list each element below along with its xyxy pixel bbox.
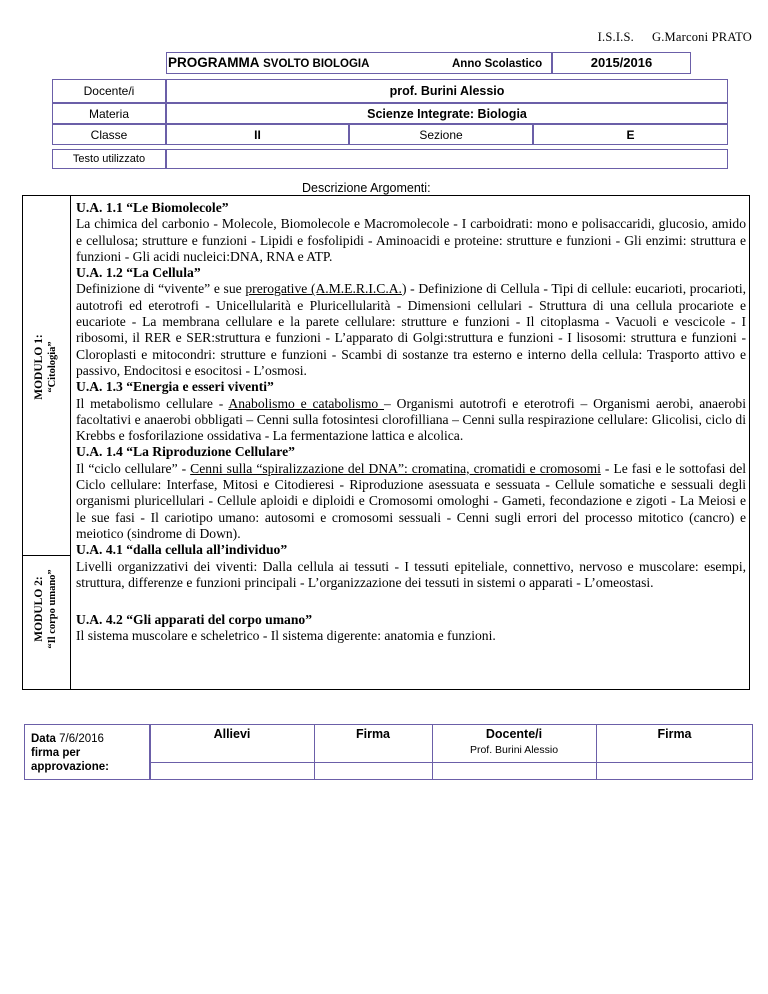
text-value (166, 149, 728, 169)
teacher-value: prof. Burini Alessio (389, 84, 505, 98)
footer-date (31, 732, 131, 774)
section-label: Sezione (419, 127, 463, 142)
unit-4-2-text: Il sistema muscolare e scheletrico - Il sistema digerente: anatomia e funzioni. (76, 628, 496, 644)
date-value: 7/6/2016 (59, 733, 104, 745)
subject-value: Scienze Integrate: Biologia (367, 106, 527, 121)
class-value: II (254, 127, 261, 142)
unit-1-1-text: La chimica del carbonio - Molecole, Biomolecole e Macromolecole - I carboidrati: mono e polisaccaridi, glucosio, amido e cellulosa; strutture e funzioni - Lipidi e fosfolipidi - Aminoacidi e proteine: strutture e funzioni - Gli enzimi: struttura e funzioni - Gli acidi nucleici:DNA, RNA e ATP. (76, 216, 746, 264)
unit-4-1-text: Livelli organizzativi dei viventi: Dalla cellula ai tessuti - I tessuti epiteliale, connettivo, nervoso e muscolare: esempi, struttura, differenze e funzioni principali - L’organizzazione dei tessuti in sistemi o apparati - L’omeostasi. (76, 558, 746, 590)
program-title-sub: SVOLTO BIOLOGIA (263, 58, 370, 70)
unit-1-4-title: U.A. 1.4 “La Riproduzione Cellulare” (76, 444, 295, 460)
module-1-label (33, 282, 59, 452)
students-label: Allievi (213, 727, 251, 741)
module-1-title: MODULO 1: (33, 334, 45, 400)
class-label: Classe (90, 127, 128, 142)
subject-label: Materia (88, 106, 129, 121)
sign2-label: Firma (657, 727, 692, 741)
program-content (76, 200, 746, 645)
school-place: G.Marconi PRATO (652, 30, 752, 44)
module-1-subtitle: “Citologia” (47, 341, 58, 393)
unit-1-2-title: U.A. 1.2 “La Cellula” (76, 265, 201, 281)
year-value: 2015/2016 (590, 55, 653, 70)
description-title: Descrizione Argomenti: (302, 181, 431, 195)
approval-label: firma per approvazione: (31, 747, 109, 773)
program-title-main: PROGRAMMA (168, 55, 260, 70)
teacher-label: Docente/i (83, 84, 135, 98)
text-label: Testo utilizzato (72, 153, 146, 165)
description-title-text: Descrizione Argomenti (302, 181, 428, 195)
unit-1-2-text: Definizione di “vivente” e sue prerogative (A.M.E.R.I.C.A.) - Definizione di Cellula - Tipi di cellule: eucarioti, procarioti, autotrofi ed eterotrofi - Unicellularità e Pluricellularità - Dimensioni cellulari - Struttura di una cellula procariote e eucariote - La membrana cellulare e la parete cellulare: strutture e funzioni - Il citoplasma - Vacuoli e vescicole - I ribosomi, il RER e SER:struttura e funzioni - L’apparato di Golgi:struttura e funzioni - I lisosomi: struttura e funzioni - Cloroplasti e mitocondri: strutture e funzioni - Scambi di sostanze tra esterno e interno della cellula: Trasporto attivo e passivo, Endocitosi e esocitosi - L’osmosi. (76, 281, 747, 378)
module-2-subtitle: “Il corpo umano” (47, 569, 58, 649)
sign-label: Firma (355, 727, 391, 741)
unit-4-1-title: U.A. 4.1 “dalla cellula all’individuo” (76, 542, 288, 558)
school-heading (598, 30, 752, 45)
year-label: Anno Scolastico (452, 58, 543, 70)
unit-4-2-title: U.A. 4.2 “Gli apparati del corpo umano” (76, 612, 313, 628)
unit-1-3-title: U.A. 1.3 “Energia e esseri viventi” (76, 379, 274, 395)
module-2-title: MODULO 2: (33, 576, 45, 642)
unit-1-4-text: Il “ciclo cellulare” - Cenni sulla “spiralizzazione del DNA”: cromatina, cromatidi e cromosomi - Le fasi e le sottofasi del Ciclo cellulare: Interfase, Mitosi e Citodieresi - Riproduzione asessuata e sessuata - Cellule somatiche e sessuali degli organismi pluricellulari - Cellule aploidi e diploidi e Cromosomi omologhi - Gameti, fecondazione e zigoti - La Meiosi e le sue fasi - Il cariotipo umano: autosomi e cromosomi sessuali - Cenni sugli errori del processo mitotico (cancro) e meiotico (sindrome di Down). (76, 460, 746, 541)
school-name: I.S.I.S. (597, 30, 634, 44)
date-label: Data (31, 733, 56, 745)
teacher-footer-name: Prof. Burini Alessio (469, 744, 559, 756)
module-column-divider (70, 195, 71, 690)
footer-row-divider (150, 762, 753, 763)
unit-1-1-title: U.A. 1.1 “Le Biomolecole” (76, 200, 229, 215)
module-2-label (33, 524, 59, 694)
program-title (168, 55, 388, 70)
unit-1-3-text: Il metabolismo cellulare - Anabolismo e catabolismo – Organismi autotrofi e eterotrofi – Organismi aerobi, anaerobi facoltativi e anaerobi obbligati – Cenni sulla fotosintesi clorofilliana – Cenni sulla respirazione cellulare: Glicolisi, ciclo di Krebbs e fosforilazione ossidativa - La fermentazione lattica e alcolica. (76, 395, 747, 444)
teacher-footer-label: Docente/i (485, 727, 543, 741)
section-value: E (626, 127, 635, 142)
